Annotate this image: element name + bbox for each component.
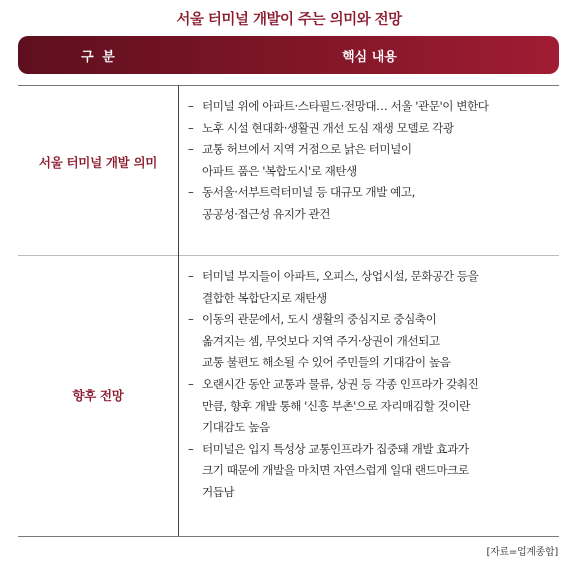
list-item-line: 동서울·서부트럭터미널 등 대규모 개발 예고, bbox=[202, 185, 415, 200]
list-item bbox=[188, 139, 568, 182]
table-header bbox=[18, 36, 559, 74]
list-item-line: 이동의 관문에서, 도시 생활의 중심지로 중심축이 bbox=[202, 312, 437, 327]
list-item-line: 터미널 위에 아파트·스타필드·전망대… 서울 '관문'이 변한다 bbox=[202, 99, 489, 113]
table-top-border bbox=[18, 85, 559, 86]
row-content-meaning bbox=[188, 96, 568, 226]
list-item-line: 노후 시설 현대화·생활권 개선 도심 재생 모델로 각광 bbox=[202, 120, 454, 135]
list-item-line: 교통 불편도 해소될 수 있어 주민들의 기대감이 높음 bbox=[202, 355, 451, 370]
list-item-line: 아파트 품은 '복합도시'로 재탄생 bbox=[202, 163, 357, 178]
row-content-outlook bbox=[188, 266, 568, 504]
bullet-dash: – bbox=[188, 185, 194, 200]
list-item bbox=[188, 96, 568, 118]
list-item-line: 크기 때문에 개발을 마치면 자연스럽게 일대 랜드마크로 bbox=[202, 463, 469, 478]
bullet-dash: – bbox=[188, 269, 194, 283]
header-content: 핵심 내용 bbox=[342, 49, 397, 65]
row-label-meaning: 서울 터미널 개발 의미 bbox=[38, 155, 158, 170]
list-item-line: 결합한 복합단지로 재탄생 bbox=[202, 290, 327, 305]
list-item-line: 공공성·접근성 유지가 관건 bbox=[202, 206, 330, 221]
header-category: 구 분 bbox=[81, 49, 117, 65]
list-item-line: 교통 허브에서 지역 거점으로 낡은 터미널이 bbox=[202, 142, 412, 157]
column-divider bbox=[178, 85, 179, 536]
bullet-dash: – bbox=[188, 99, 194, 113]
bullet-dash: – bbox=[188, 312, 194, 327]
list-item bbox=[188, 309, 568, 374]
list-item-line: 옮겨지는 셈, 무엇보다 지역 주거·상권이 개선되고 bbox=[202, 333, 440, 348]
bullet-dash: – bbox=[188, 376, 194, 391]
list-item bbox=[188, 266, 568, 309]
list-item-line: 만큼, 향후 개발 통해 '신흥 부촌'으로 자리매김할 것이란 bbox=[202, 398, 470, 413]
list-item-line: 터미널은 입지 특성상 교통인프라가 집중돼 개발 효과가 bbox=[202, 441, 469, 456]
bullet-dash: – bbox=[188, 120, 194, 135]
row-divider bbox=[18, 255, 559, 256]
bullet-dash: – bbox=[188, 441, 194, 456]
row-label-outlook: 향후 전망 bbox=[72, 388, 124, 403]
list-item-line: 터미널 부지들이 아파트, 오피스, 상업시설, 문화공간 등을 bbox=[202, 269, 479, 283]
bullet-dash: – bbox=[188, 142, 194, 157]
list-item bbox=[188, 182, 568, 225]
list-item-line: 거듭남 bbox=[202, 484, 235, 499]
list-item bbox=[188, 374, 568, 439]
list-item bbox=[188, 439, 568, 504]
list-item-line: 오랜시간 동안 교통과 물류, 상권 등 각종 인프라가 갖춰진 bbox=[202, 376, 479, 391]
list-item bbox=[188, 118, 568, 140]
list-item-line: 기대감도 높음 bbox=[202, 420, 270, 435]
source-note: [자료=업계종합] bbox=[486, 547, 558, 558]
page-title: 서울 터미널 개발이 주는 의미와 전망 bbox=[176, 12, 402, 28]
table-bottom-border bbox=[18, 536, 559, 537]
